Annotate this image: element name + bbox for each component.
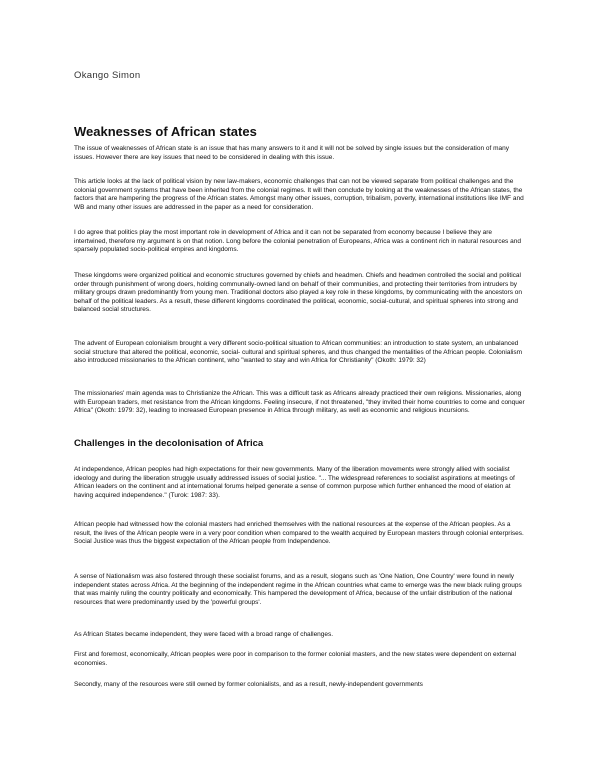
paragraph-11: First and foremost, economically, African peoples were poor in comparison to the former colonial masters, and the new states were dependent on external economies. (74, 651, 517, 667)
section-heading: Challenges in the decolonisation of Africa (74, 438, 264, 449)
paragraph-10: As African States became independent, they were faced with a broad range of challenges. (74, 631, 334, 638)
paragraph-2: This article looks at the lack of political vision by new law-makers, economic challenges that can not be viewed separate from political challenges and the colonial government systems that have been inherited from the colonial regimes. It will then conclude by looking at the weaknesses of the African states, the factors that are hampering the progress of the African states. Amongst many other issues, corruption, tribalism, poverty, international institutions like IMF and WB and many other issues are addressed in the paper as a need for consideration. (74, 178, 524, 211)
paragraph-6: The missionaries' main agenda was to Christianize the African. This was a difficult task as Africans already practiced their own religions. Missionaries, along with European traders, met resistance from the African kingdoms. Feeling insecure, if not threatened, "they invited their home countries to come and conquer Africa" (Okoth: 1979: 32), leading to increased European presence in Africa through military, as well as economic and religious incursions. (74, 390, 525, 415)
paragraph-5: The advent of European colonialism brought a very different socio-political situation to African communities: an introduction to state system, an unbalanced social structure that altered the political, economic, social- cultural and spiritual spheres, and thus changed the mentalities of the African people. Colonialism also introduced missionaries to the African continent, who "wanted to stay and win Africa for Christianity" (Okoth: 1979: 32) (74, 340, 523, 365)
paragraph-12: Secondly, many of the resources were still owned by former colonialists, and as a result, newly-independent governments (74, 681, 423, 688)
paragraph-1: The issue of weaknesses of African state is an issue that has many answers to it and it will not be solved by single issues but the consideration of many issues. However there are key issues that need to be considered in dealing with this issue. (74, 145, 510, 161)
paragraph-8: African people had witnessed how the colonial masters had enriched themselves with the national resources at the expense of the African peoples. As a result, the lives of the African people were in a very poor condition when compared to the wealth acquired by European masters through colonial enterprises. Social Justice was thus the biggest expectation of the African people from Independence. (74, 521, 524, 546)
paragraph-9: A sense of Nationalism was also fostered through these socialist forums, and as a result, slogans such as 'One Nation, One Country' were found in newly independent states across Africa. At the beginning of the independent regime in the African countries what came to emerge was the new black ruling groups that was mainly ruling the country politically and economically. This hampered the development of Africa, because of the unfair distribution of the national resources that were predominantly used by the 'powerful groups'. (74, 573, 522, 606)
document-title: Weaknesses of African states (74, 124, 257, 139)
paragraph-7: At independence, African peoples had high expectations for their new governments. Many of the liberation movements were strongly allied with socialist ideology and during the liberation struggle usually addressed issues of social justice. "... The widespread references to socialist aspirations at meetings of African leaders on the continent and at international forums helped generate a sense of common purpose which further enhanced the mood of elation at having acquired independence." (Turok: 1987: 33). (74, 466, 515, 499)
author-name: Okango Simon (74, 70, 141, 81)
paragraph-3: I do agree that politics play the most important role in development of Africa and it can not be separated from economy because I believe they are intertwined, therefore my argument is on that notion. Long before the colonial penetration of Europeans, Africa was a continent rich in natural resources and sparsely populated socio-political empires and kingdoms. (74, 229, 521, 254)
paragraph-4: These kingdoms were organized political and economic structures governed by chiefs and headmen. Chiefs and headmen controlled the social and political order through punishment of wrong doers, holding communally-owned land on behalf of their communities, and protecting their territories from intruders by military groups drawn predominantly from young men. Traditional doctors also played a key role in these kingdoms, by communicating with the ancestors on behalf of the political leaders. As a result, these different kingdoms coordinated the political, economic, social-cultural, and spiritual spheres into strong and balanced social structures. (74, 272, 522, 314)
